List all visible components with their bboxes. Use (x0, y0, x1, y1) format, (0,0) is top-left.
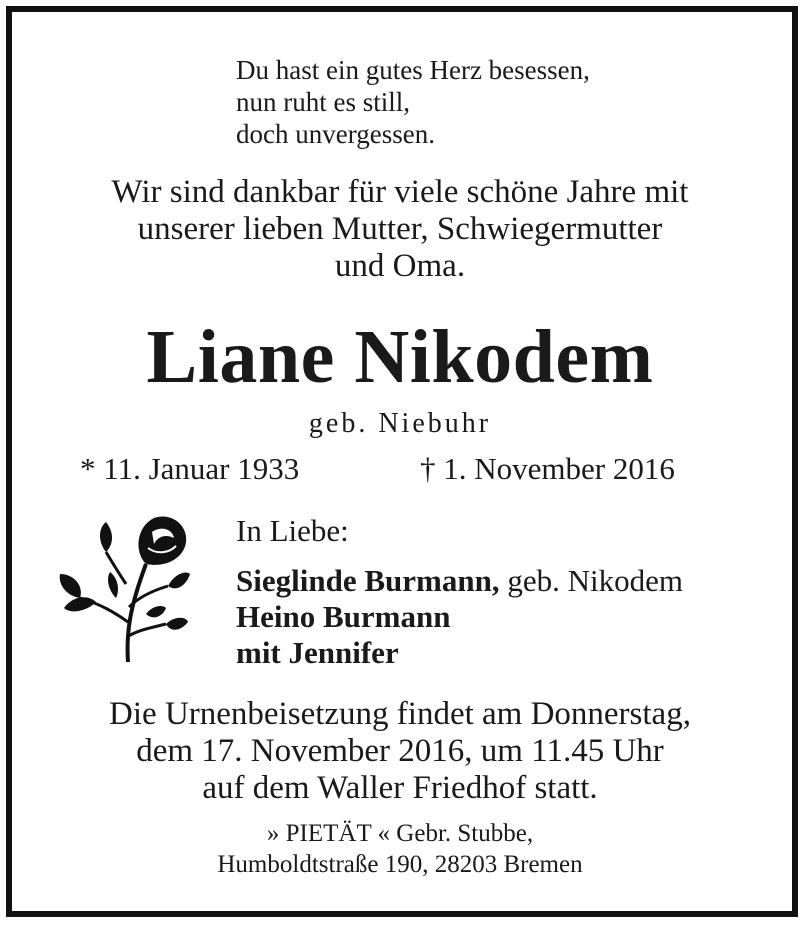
intro-line-3: und Oma. (334, 248, 466, 284)
birth-name: geb. Niebuhr (308, 408, 492, 439)
mourner-name: Heino Burmann (236, 599, 451, 634)
intro-line-2: unserer lieben Mutter, Schwiegermutter (137, 211, 663, 247)
deceased-name: Liane Nikodem (146, 315, 654, 399)
mourner-line-3 (236, 637, 399, 668)
rose-icon (56, 512, 190, 664)
mourner-name: mit Jennifer (236, 635, 399, 670)
burial-line-2: dem 17. November 2016, um 11.45 Uhr (136, 733, 664, 769)
death-date: † 1. November 2016 (420, 451, 675, 486)
mourner-suffix: geb. Nikodem (499, 563, 683, 598)
undertaker-line-2: Humboldtstraße 190, 28203 Bremen (217, 851, 583, 878)
mourner-name: Sieglinde Burmann, (236, 563, 500, 598)
mourners-heading: In Liebe: (236, 513, 349, 548)
burial-line-3: auf dem Waller Friedhof statt. (202, 770, 598, 806)
birth-date: * 11. Januar 1933 (80, 451, 300, 486)
burial-line-1: Die Urnenbeisetzung findet am Donnerstag, (109, 696, 691, 732)
verse-line-3: doch unvergessen. (236, 119, 435, 149)
mourner-line-2 (236, 601, 450, 632)
verse-line-2: nun ruht es still, (236, 87, 410, 117)
verse-line-1: Du hast ein gutes Herz besessen, (236, 55, 590, 85)
mourner-line-1 (236, 565, 683, 596)
undertaker-line-1: » PIETÄT « Gebr. Stubbe, (266, 820, 534, 847)
intro-line-1: Wir sind dankbar für viele schöne Jahre mit (111, 174, 689, 210)
